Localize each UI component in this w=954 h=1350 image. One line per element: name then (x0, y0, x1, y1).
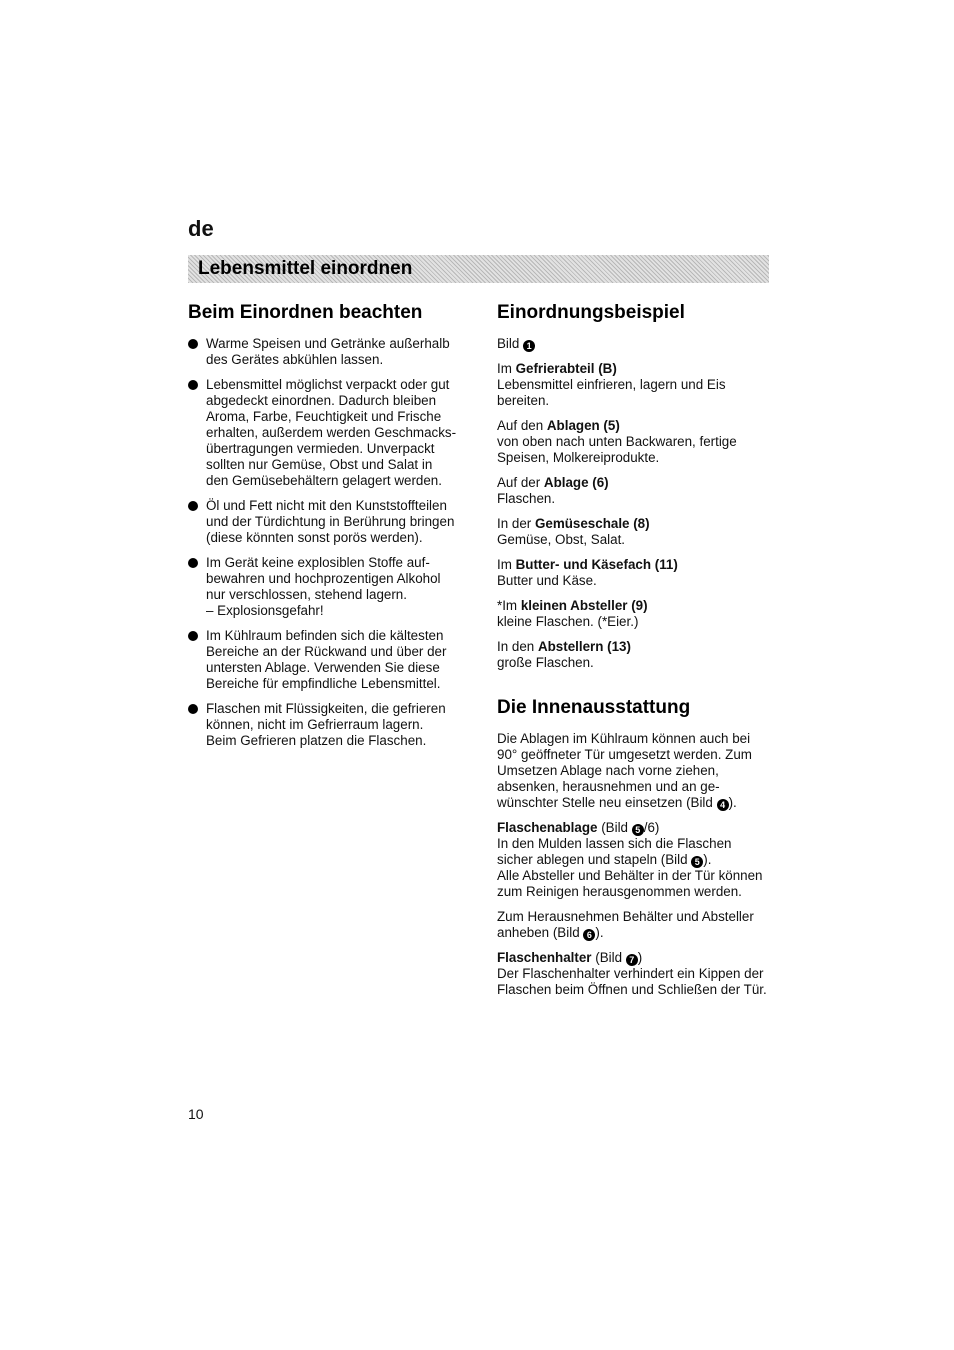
list-item: Öl und Fett nicht mit den Kunststoffteilen und der Türdichtung in Berührung bringen (diese könnten sonst porös werden). (188, 498, 463, 546)
figure-number-icon: 4 (717, 799, 729, 811)
inner-block (497, 731, 777, 998)
list-item: Im Gerät keine explosiblen Stoffe auf- bewahren und hochprozentigen Alkohol nur verschlossen, stehend lagern. – Explosionsgefahr! (188, 555, 463, 619)
example-block (497, 336, 777, 671)
figure-number-icon: 5 (632, 824, 644, 836)
left-column (188, 300, 463, 758)
tips-list (188, 336, 463, 749)
flaschenhalter-paragraph: Flaschenhalter (Bild 7 ) Der Flaschenhalter verhindert ein Kippen der Flaschen beim Öffnen und Schließen der Tür. (497, 950, 767, 997)
left-heading: Beim Einordnen beachten (188, 302, 423, 323)
example-item: Auf den Ablagen (5) von oben nach unten Backwaren, fertige Speisen, Molkereiprodukte. (497, 418, 737, 465)
bullet-icon (188, 501, 198, 511)
right-column (497, 300, 777, 998)
section-banner (188, 255, 769, 283)
inner-intro: Die Ablagen im Kühlraum können auch bei 90° geöffneter Tür umgesetzt werden. Zum Umsetzen Ablage nach vorne ziehen, absenken, herausnehmen und an ge- wünschter Stelle neu einsetzen (Bild 4 ). (497, 731, 752, 810)
bullet-icon (188, 380, 198, 390)
bullet-icon (188, 339, 198, 349)
bullet-icon (188, 631, 198, 641)
example-item: In der Gemüseschale (8) Gemüse, Obst, Salat. (497, 516, 650, 547)
example-item: Auf der Ablage (6) Flaschen. (497, 475, 609, 506)
section-title: Lebensmittel einordnen (198, 258, 413, 279)
remove-paragraph: Zum Herausnehmen Behälter und Absteller anheben (Bild 6 ). (497, 909, 754, 940)
bullet-icon (188, 704, 198, 714)
figure-number-icon: 7 (626, 954, 638, 966)
list-item: Flaschen mit Flüssigkeiten, die gefrieren können, nicht im Gefrierraum lagern. Beim Gefrieren platzen die Flaschen. (188, 701, 463, 749)
inner-heading: Die Innenausstattung (497, 697, 691, 718)
example-item: In den Abstellern (13) große Flaschen. (497, 639, 631, 670)
figure-number-icon: 6 (583, 929, 595, 941)
example-item: Im Butter- und Käsefach (11) Butter und Käse. (497, 557, 678, 588)
example-item: *Im kleinen Absteller (9) kleine Flaschen. (*Eier.) (497, 598, 648, 629)
list-item: Warme Speisen und Getränke außerhalb des Gerätes abkühlen lassen. (188, 336, 463, 368)
page-number: 10 (188, 1106, 204, 1122)
figure-number-icon: 5 (691, 856, 703, 868)
list-item: Im Kühlraum befinden sich die kältesten Bereiche an der Rückwand und über der untersten Ablage. Verwenden Sie diese Bereiche für empfindliche Lebensmittel. (188, 628, 463, 692)
example-heading: Einordnungsbeispiel (497, 302, 685, 323)
figure-reference: Bild 1 (497, 336, 777, 352)
language-code: de (188, 216, 214, 241)
list-item: Lebensmittel möglichst verpackt oder gut abgedeckt einordnen. Dadurch bleiben Aroma, Farbe, Feuchtigkeit und Frische erhalten, außerdem werden Geschmacks- übertragungen vermieden. Unverpackt sollten nur Gemüse, Obst und Salat in den Gemüsebehältern gelagert werden. (188, 377, 463, 489)
figure-number-icon: 1 (523, 340, 535, 352)
flaschenablage-paragraph: Flaschenablage (Bild 5 /6) In den Mulden lassen sich die Flaschen sicher ablegen und stapeln (Bild 5 ). Alle Absteller und Behälter in der Tür können zum Reinigen herausgenommen werden. (497, 820, 763, 899)
bullet-icon (188, 558, 198, 568)
example-item: Im Gefrierabteil (B) Lebensmittel einfrieren, lagern und Eis bereiten. (497, 361, 726, 408)
